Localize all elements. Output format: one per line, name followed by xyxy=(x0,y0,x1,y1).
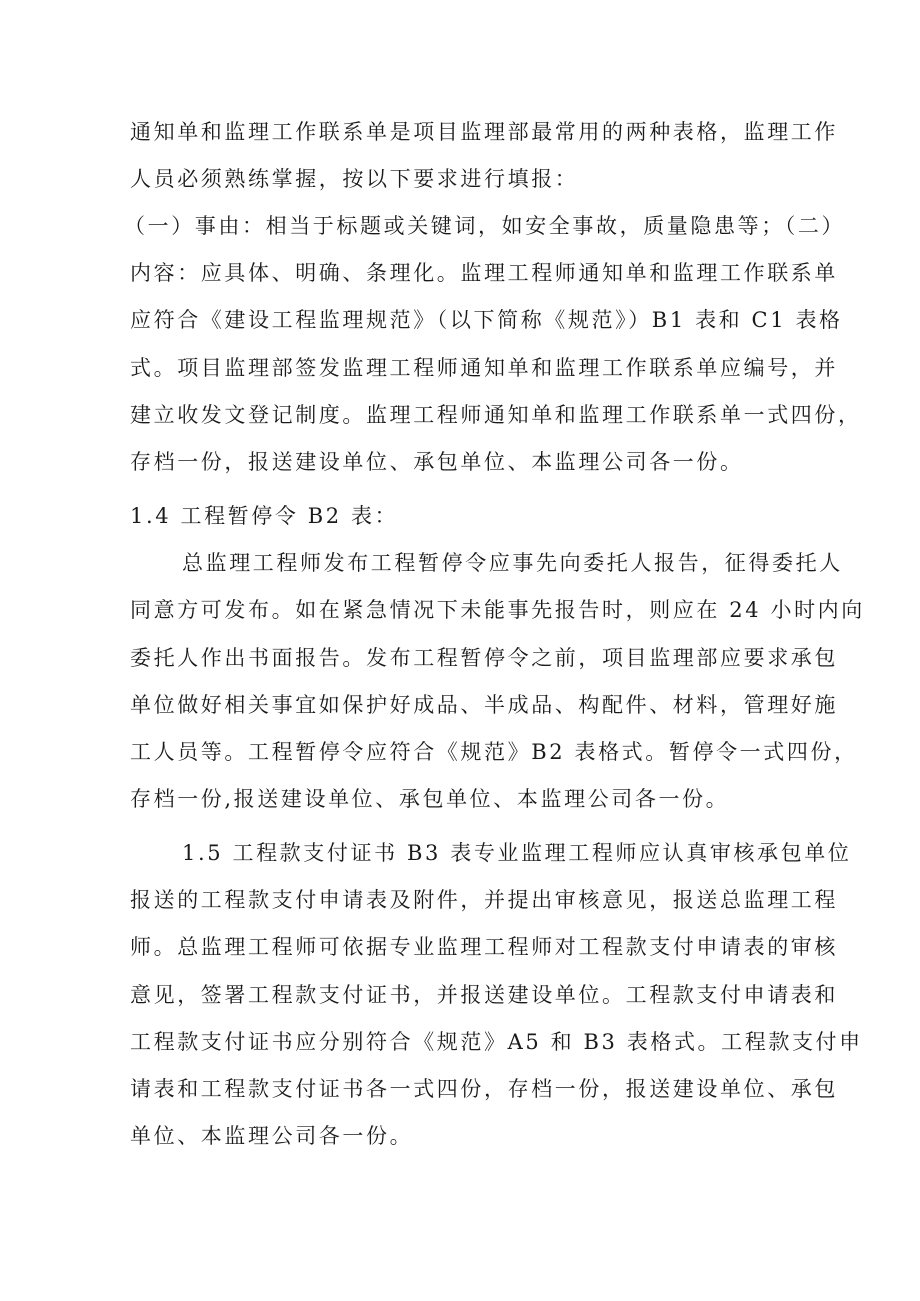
paragraph-line: 建立收发文登记制度。监理工程师通知单和监理工作联系单一式四份， xyxy=(130,403,862,427)
paragraph-line: 人员必须熟练掌握，按以下要求进行填报： xyxy=(130,167,579,191)
paragraph-line: 请表和工程款支付证书各一式四份，存档一份，报送建设单位、承包 xyxy=(130,1077,838,1101)
paragraph-line: 存档一份,报送建设单位、承包单位、本监理公司各一份。 xyxy=(130,787,730,811)
paragraph-line: 报送的工程款支付申请表及附件，并提出审核意见，报送总监理工程 xyxy=(130,888,838,912)
section-heading-1-5: 1.5 工程款支付证书 B3 表专业监理工程师应认真审核承包单位 xyxy=(182,841,852,865)
section-heading-1-4: 1.4 工程暂停令 B2 表： xyxy=(130,504,399,528)
paragraph-line: 意见，签署工程款支付证书，并报送建设单位。工程款支付申请表和 xyxy=(130,983,838,1007)
paragraph-line: 内容：应具体、明确、条理化。监理工程师通知单和监理工作联系单 xyxy=(130,261,838,285)
paragraph-line: 同意方可发布。如在紧急情况下未能事先报告时，则应在 24 小时内向 xyxy=(130,598,865,622)
paragraph-line: 工程款支付证书应分别符合《规范》A5 和 B3 表格式。工程款支付申 xyxy=(130,1030,863,1054)
paragraph-line: 师。总监理工程师可依据专业监理工程师对工程款支付申请表的审核 xyxy=(130,935,838,959)
paragraph-line: 存档一份，报送建设单位、承包单位、本监理公司各一份。 xyxy=(130,450,744,474)
paragraph-line: 工人员等。工程暂停令应符合《规范》B2 表格式。暂停令一式四份， xyxy=(130,740,858,764)
paragraph-line: 式。项目监理部签发监理工程师通知单和监理工作联系单应编号，并 xyxy=(130,356,838,380)
paragraph-line: 委托人作出书面报告。发布工程暂停令之前，项目监理部应要求承包 xyxy=(130,646,838,670)
paragraph-line: 通知单和监理工作联系单是项目监理部最常用的两种表格，监理工作 xyxy=(130,120,838,144)
paragraph-line: 单位、本监理公司各一份。 xyxy=(130,1124,414,1148)
paragraph-line: （一）事由：相当于标题或关键词，如安全事故，质量隐患等；（二） xyxy=(124,214,846,238)
paragraph-line: 总监理工程师发布工程暂停令应事先向委托人报告，征得委托人 xyxy=(182,551,843,575)
paragraph-line: 应符合《建设工程监理规范》（以下简称《规范》）B1 表和 C1 表格 xyxy=(130,308,843,332)
paragraph-line: 单位做好相关事宜如保护好成品、半成品、构配件、材料，管理好施 xyxy=(130,693,838,717)
